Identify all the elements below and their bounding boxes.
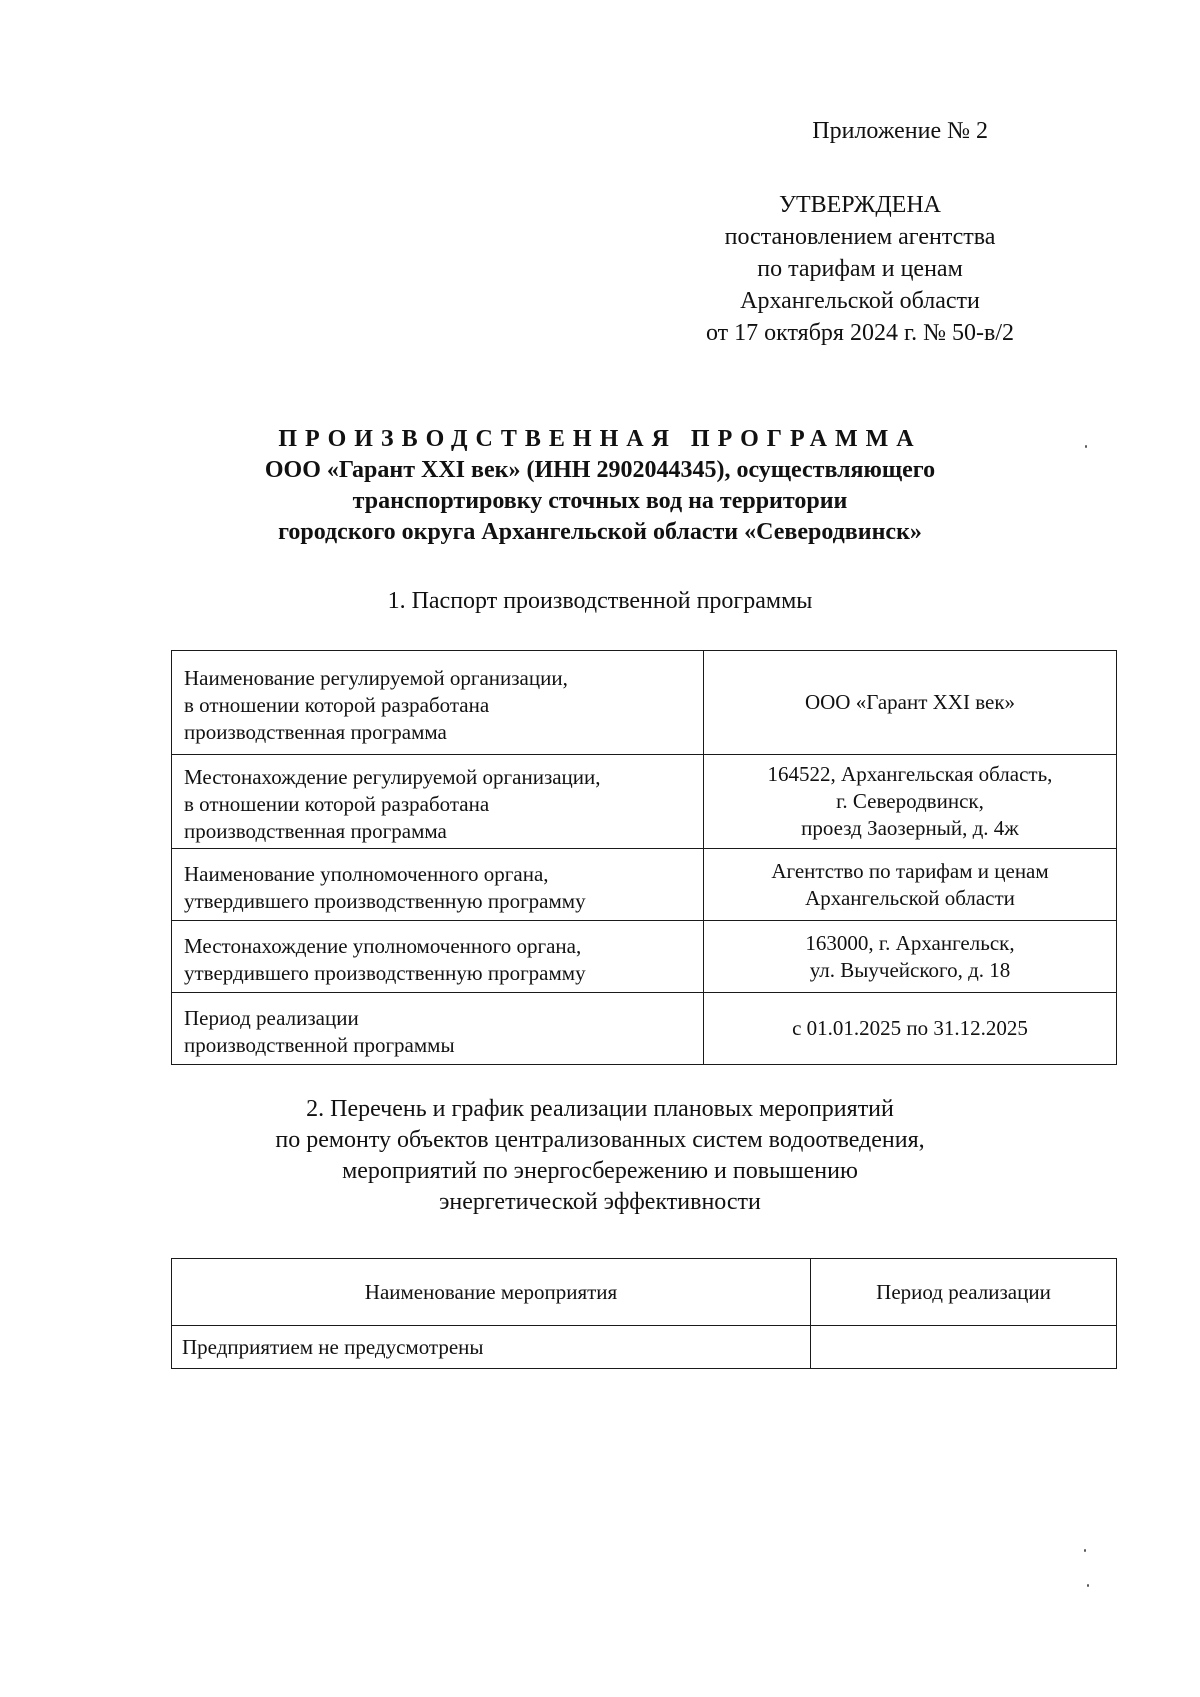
section-heading-text: по ремонту объектов централизованных систем водоотведения, — [275, 1127, 925, 1153]
table-row — [172, 651, 1117, 755]
row-value — [704, 993, 1117, 1065]
approval-date-number: от 17 октября 2024 г. № 50-в/2 — [705, 320, 1014, 346]
row-label — [172, 921, 704, 993]
section-heading-text: 1. Паспорт производственной программы — [387, 588, 813, 614]
row-value — [704, 921, 1117, 993]
value-line: 164522, Архангельская область, — [767, 762, 1053, 786]
table-row — [172, 993, 1117, 1065]
section-1-heading — [160, 586, 1040, 617]
table-cell — [811, 1326, 1117, 1369]
value-line: г. Северодвинск, — [836, 789, 984, 813]
value-line: ул. Выучейского, д. 18 — [809, 957, 1011, 982]
approval-line: Архангельской области — [740, 288, 980, 314]
value-line: проезд Заозерный, д. 4ж — [801, 816, 1019, 840]
table-row — [172, 1326, 1117, 1369]
scan-speck — [1087, 1584, 1089, 1587]
value-line: 163000, г. Архангельск, — [805, 930, 1015, 955]
row-label — [172, 849, 704, 921]
section-heading-text: мероприятий по энергосбережению и повышению — [342, 1158, 858, 1184]
section-2-heading — [160, 1094, 1040, 1218]
title-line: ООО «Гарант XXI век» (ИНН 2902044345), осуществляющего — [264, 457, 936, 483]
label-line: производственная программа — [184, 819, 447, 843]
row-label — [172, 993, 704, 1065]
table-row — [172, 849, 1117, 921]
title-line: городского округа Архангельской области «Северодвинск» — [278, 519, 922, 545]
row-value — [704, 755, 1117, 849]
value-line: с 01.01.2025 по 31.12.2025 — [792, 1016, 1028, 1040]
column-header: Период реализации — [811, 1259, 1117, 1326]
row-label — [172, 651, 704, 755]
appendix-number: Приложение № 2 — [812, 118, 988, 144]
label-line: Период реализации — [184, 1005, 359, 1030]
label-line: в отношении которой разработана — [184, 693, 490, 717]
column-header: Наименование мероприятия — [172, 1259, 811, 1326]
value-line: ООО «Гарант XXI век» — [804, 690, 1016, 714]
title-main: ПРОИЗВОДСТВЕННАЯ ПРОГРАММА — [278, 426, 922, 452]
table-cell: Предприятием не предусмотрены — [172, 1326, 811, 1369]
label-line: утвердившего производственную программу — [184, 960, 586, 985]
row-value — [704, 849, 1117, 921]
section-heading-text: 2. Перечень и график реализации плановых мероприятий — [306, 1096, 894, 1122]
label-line: в отношении которой разработана — [184, 792, 490, 816]
value-line: Архангельской области — [805, 885, 1015, 910]
label-line: Местонахождение регулируемой организации, — [184, 765, 601, 789]
approval-block — [640, 115, 1080, 349]
measures-table — [171, 1258, 1117, 1369]
scan-speck — [1084, 1549, 1086, 1552]
scan-speck — [1085, 445, 1087, 448]
label-line: Местонахождение уполномоченного органа, — [184, 933, 582, 958]
value-line: Агентство по тарифам и ценам — [771, 858, 1049, 883]
approval-line: постановлением агентства — [724, 224, 996, 250]
row-label — [172, 755, 704, 849]
label-line: Наименование уполномоченного органа, — [184, 861, 549, 886]
table-header-row — [172, 1259, 1117, 1326]
table-row — [172, 755, 1117, 849]
label-line: Наименование регулируемой организации, — [184, 666, 568, 690]
row-value — [704, 651, 1117, 755]
table-row — [172, 921, 1117, 993]
passport-table — [171, 650, 1117, 1065]
document-title — [160, 424, 1040, 548]
label-line: производственная программа — [184, 720, 447, 744]
approval-line: по тарифам и ценам — [757, 256, 963, 282]
approval-status: УТВЕРЖДЕНА — [778, 192, 942, 218]
section-heading-text: энергетической эффективности — [439, 1189, 761, 1215]
label-line: утвердившего производственную программу — [184, 888, 586, 913]
title-line: транспортировку сточных вод на территории — [352, 488, 848, 514]
label-line: производственной программы — [184, 1032, 455, 1057]
